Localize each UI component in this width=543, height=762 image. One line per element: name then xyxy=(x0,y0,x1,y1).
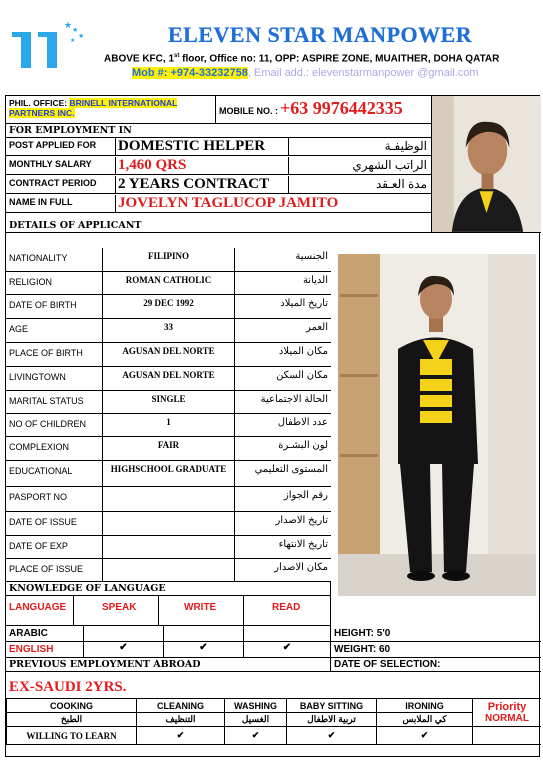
lang-header-read: READ xyxy=(244,596,331,626)
check-icon: ✔ xyxy=(137,727,225,745)
detail-row: PLACE OF BIRTH AGUSAN DEL NORTE مكان الميلاد xyxy=(6,343,331,367)
svg-text:★: ★ xyxy=(72,27,79,34)
skill-washing: WASHING xyxy=(225,699,287,713)
company-address: ABOVE KFC, 1st floor, Office no: 11, OPP: ASPIRE ZONE, MUAITHER, DOHA QATAR xyxy=(104,53,500,65)
lang-english: ENGLISH xyxy=(6,642,84,658)
skill-baby-sitting-ar: تربية الاطفال xyxy=(287,713,377,727)
company-contact xyxy=(132,67,479,79)
priority-cell: Priority NORMAL xyxy=(473,699,542,727)
skills-table xyxy=(6,698,541,745)
weight-value: WEIGHT: 60 xyxy=(331,642,541,658)
lang-header-write: WRITE xyxy=(159,596,244,626)
applicant-full-body-photo xyxy=(338,254,536,596)
svg-text:★: ★ xyxy=(70,38,76,44)
full-name-row: NAME IN FULL JOVELYN TAGLUCOP JAMITO xyxy=(6,195,431,213)
lang-arabic: ARABIC xyxy=(6,626,84,642)
check-icon: ✔ xyxy=(164,642,244,658)
company-email: , Email add.: elevenstarmanpower @gmail.com xyxy=(247,67,479,79)
employment-section-title: FOR EMPLOYMENT IN xyxy=(6,124,431,138)
height-value: HEIGHT: 5'0 xyxy=(331,626,541,642)
office-name: BRINELL INTERNATIONAL PARTNERS INC. xyxy=(9,98,178,118)
detail-row: RELIGION ROMAN CATHOLIC الديانة xyxy=(6,272,331,295)
date-of-selection: DATE OF SELECTION: xyxy=(331,658,541,672)
lang-header-language: LANGUAGE xyxy=(6,596,74,626)
applicant-mobile: MOBILE NO. : +63 9976442335 xyxy=(216,96,431,124)
previous-employment-title: PREVIOUS EMPLOYMENT ABROAD xyxy=(6,658,331,672)
check-icon: ✔ xyxy=(84,642,164,658)
check-icon: ✔ xyxy=(377,727,473,745)
check-icon: ✔ xyxy=(287,727,377,745)
check-icon: ✔ xyxy=(244,642,331,658)
detail-row: NO OF CHILDREN 1 عدد الاطفال xyxy=(6,414,331,437)
skill-cooking: COOKING xyxy=(7,699,137,713)
skill-cleaning: CLEANING xyxy=(137,699,225,713)
monthly-salary-row: MONTHLY SALARY 1,460 QRS الراتب الشهري xyxy=(6,157,431,175)
detail-row: LIVINGTOWN AGUSAN DEL NORTE مكان السكن xyxy=(6,367,331,391)
detail-row: COMPLEXION FAIR لون البشـرة xyxy=(6,437,331,461)
svg-text:★: ★ xyxy=(64,20,73,30)
cv-sheet xyxy=(5,95,540,757)
skill-ironing-ar: كي الملابس xyxy=(377,713,473,727)
company-logo xyxy=(10,18,88,70)
skill-cleaning-ar: التنظيف xyxy=(137,713,225,727)
check-icon: ✔ xyxy=(225,727,287,745)
cooking-status: WILLING TO LEARN xyxy=(7,727,137,745)
company-mobile: Mob #: +974-33232758 xyxy=(132,67,248,79)
detail-row: AGE 33 العمر xyxy=(6,319,331,343)
skill-baby-sitting: BABY SITTING xyxy=(287,699,377,713)
detail-row: PLACE OF ISSUE مكان الاصدار xyxy=(6,559,331,582)
arabic-speak xyxy=(84,626,164,642)
detail-row: EDUCATIONAL HIGHSCHOOL GRADUATE المستوى التعليمي xyxy=(6,461,331,487)
detail-row: MARITAL STATUS SINGLE الحالة الاجتماعية xyxy=(6,391,331,414)
applicant-portrait-photo xyxy=(431,96,541,233)
details-section-title: DETAILS OF APPLICANT xyxy=(6,219,431,233)
detail-row: DATE OF ISSUE تاريخ الاصدار xyxy=(6,512,331,536)
previous-employment-value: EX-SAUDI 2YRS. xyxy=(9,679,127,695)
skill-washing-ar: الغسيل xyxy=(225,713,287,727)
skill-cooking-ar: الطبخ xyxy=(7,713,137,727)
company-name: ELEVEN STAR MANPOWER xyxy=(168,22,473,47)
detail-row: DATE OF BIRTH 29 DEC 1992 تاريخ الميلاد xyxy=(6,295,331,319)
arabic-write xyxy=(164,626,244,642)
detail-row: PASPORT NO رقم الجواز xyxy=(6,487,331,512)
post-applied-row: POST APPLIED FOR DOMESTIC HELPER الوظيفـة xyxy=(6,138,431,156)
contract-period-row: CONTRACT PERIOD 2 YEARS CONTRACT مدة العـقد xyxy=(6,176,431,194)
skill-ironing: IRONING xyxy=(377,699,473,713)
lang-header-speak: SPEAK xyxy=(74,596,159,626)
svg-text:★: ★ xyxy=(78,33,85,40)
language-section-title: KNOWLEDGE OF LANGUAGE xyxy=(6,582,331,596)
priority-empty xyxy=(473,727,542,745)
detail-row: DATE OF EXP تاريخ الانتهاء xyxy=(6,536,331,559)
phil-office: PHIL. OFFICE: BRINELL INTERNATIONAL PARTNERS INC. xyxy=(6,96,216,124)
detail-row: NATIONALITY FILIPINO الجنسية xyxy=(6,248,331,272)
arabic-read xyxy=(244,626,331,642)
